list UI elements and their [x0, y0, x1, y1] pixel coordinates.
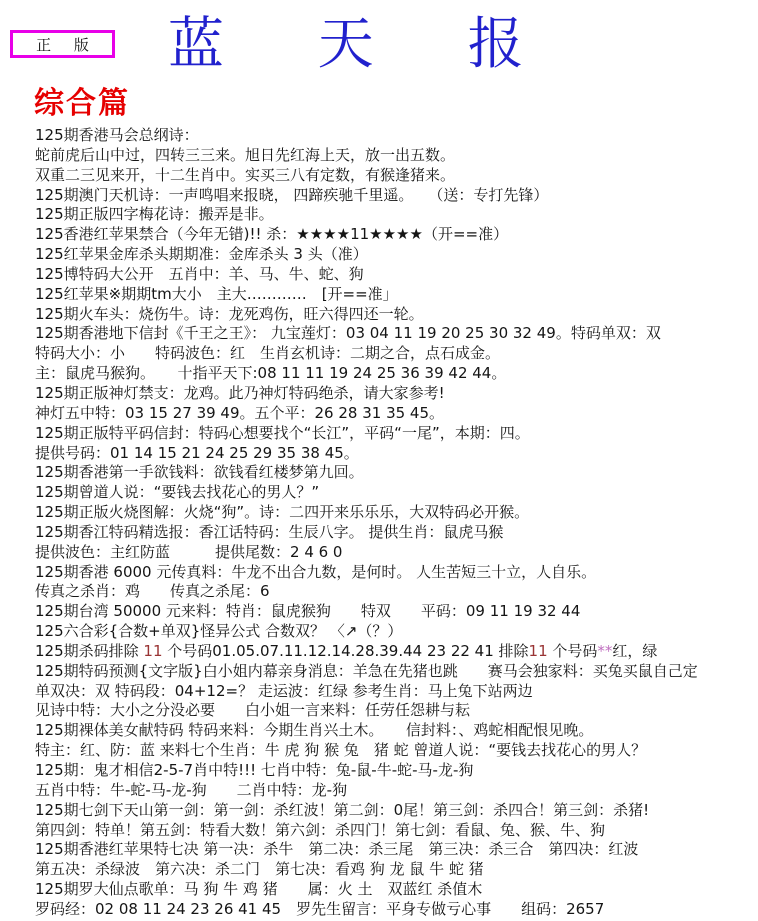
text-segment: 特码大小：小 特码波色：红 生肖玄机诗：二期之合，点石成金。 [35, 344, 501, 363]
text-line [35, 463, 758, 483]
text-segment: 红，绿 [612, 641, 658, 660]
text-segment: 蛇前虎后山中过，四转三三来。旭日先红海上天，放一出五数。 [35, 145, 456, 164]
text-line [35, 146, 758, 166]
text-segment: 主：鼠虎马猴狗。 十指平天下:08 11 11 19 24 25 36 39 42 44。 [35, 364, 507, 383]
text-segment: 第四剑：特单！第五剑：特看大数！第六剑：杀四门！第七剑：看鼠、兔、猴、牛、狗 [35, 820, 606, 839]
text-segment: 罗码经：02 08 11 24 23 26 41 45 罗先生留言：平身专做亏心事 组码：2657 [35, 899, 605, 918]
text-segment: 125期曾道人说：“要钱去找花心的男人？” [35, 483, 320, 502]
text-segment: 125期杀码排除 [35, 641, 144, 660]
text-segment: 125期香港马会总纲诗： [35, 126, 199, 144]
text-segment: 125六合彩{合数+单双}怪异公式 合数双？ 〈↗（？） [35, 622, 403, 641]
text-line [35, 741, 758, 761]
text-line [35, 543, 758, 563]
authentic-badge-label: 正 版 [36, 35, 98, 54]
text-line [35, 384, 758, 404]
text-line [35, 622, 758, 642]
text-segment: 125博特码大公开 五肖中：羊、马、牛、蛇、狗 [35, 264, 364, 283]
text-segment: 传真之杀肖：鸡 传真之杀尾：6 [35, 582, 270, 601]
text-line [35, 781, 758, 801]
text-line [35, 225, 758, 245]
text-segment: 五肖中特：牛-蛇-马-龙-狗 二肖中特：龙-狗 [35, 780, 348, 799]
text-segment: 见诗中特：大小之分没必要 白小姐一言来料：任劳任怨耕与耘 [35, 701, 471, 720]
authentic-badge [10, 30, 115, 58]
text-segment: 125期台湾 50000 元来料：特肖：鼠虎猴狗 特双 平码：09 11 19 32 44 [35, 602, 581, 621]
text-line [35, 186, 758, 206]
text-segment: 特主：红、防：蓝 来料七个生肖：牛 虎 狗 猴 兔 猪 蛇 曾道人说：“要钱去找花心的男人？ [35, 741, 647, 760]
text-line [35, 900, 758, 920]
text-line [35, 424, 758, 444]
text-segment: 第五决：杀绿波 第六决：杀二门 第七决：看鸡 狗 龙 鼠 牛 蛇 猪 [35, 860, 484, 879]
text-segment: 125期香港 6000 元传真料：牛龙不出合九数，是何时。 人生苦短三十立，人自乐。 [35, 562, 597, 581]
text-segment: 125期火车头：烧伤牛。诗：龙死鸡伤，旺六得四还一轮。 [35, 304, 424, 323]
text-segment: 125期香港第一手欲钱料：欲钱看红楼梦第九回。 [35, 463, 364, 482]
text-line [35, 662, 758, 682]
text-line [35, 761, 758, 781]
text-segment: 125红苹果金库杀头期期准：金库杀头 3 头（准） [35, 245, 368, 264]
text-line [35, 265, 758, 285]
text-line [35, 563, 758, 583]
text-segment: 125期正版四字梅花诗：搬弄是非。 [35, 205, 274, 224]
text-line [35, 245, 758, 265]
text-line [35, 642, 758, 662]
text-line [35, 721, 758, 741]
text-segment: 125期澳门天机诗：一声鸣唱来报晓， 四蹄疾驰千里遥。 （送：专打先锋） [35, 185, 549, 204]
text-line [35, 602, 758, 622]
text-line [35, 305, 758, 325]
text-line [35, 821, 758, 841]
text-segment: ** [597, 641, 613, 660]
text-line [35, 503, 758, 523]
text-line [35, 324, 758, 344]
content-lines [0, 126, 758, 920]
text-line [35, 344, 758, 364]
text-segment: 双重二三见来开，十二生肖中。实买三八有定数，有猴逢猪来。 [35, 165, 456, 184]
text-segment: 125期正版火烧图解：火烧“狗”。诗：二四开来乐乐乐，大双特码必开猴。 [35, 503, 530, 522]
text-line [35, 483, 758, 503]
text-line [35, 444, 758, 464]
text-segment: 125期正版特平码信封：特码心想要找个“长江”，平码“一尾”，本期：四。 [35, 423, 530, 442]
text-segment: 125期七剑下天山第一剑：第一剑：杀红波！第二剑：0尾！第三剑：杀四合！第三剑：杀猪! [35, 800, 650, 819]
text-line [35, 126, 758, 146]
text-segment: 125期裸体美女献特码 特码来料：今期生肖兴土木。 信封料：、鸡蛇相配恨见晚。 [35, 721, 594, 740]
text-segment: 单双决：双 特码段：04+12=？ 走运波：红绿 参考生肖：马上兔下站两边 [35, 681, 533, 700]
text-segment: 125期特码预测{文字版}白小姐内幕亲身消息：羊急在先猪也跳 赛马会独家料：买兔买鼠自己定 [35, 661, 698, 680]
text-line [35, 801, 758, 821]
text-segment: 125期香港地下信封《千王之王》： 九宝莲灯：03 04 11 19 20 25 30 32 49。特码单双：双 [35, 324, 661, 343]
text-line [35, 523, 758, 543]
text-line [35, 205, 758, 225]
text-segment: 11 [143, 641, 163, 660]
text-line [35, 701, 758, 721]
section-title: 综合篇 [34, 86, 130, 121]
text-line [35, 840, 758, 860]
text-segment: 125期罗大仙点歌单：马 狗 牛 鸡 猪 属：火 土 双蓝红 杀值木 [35, 880, 483, 899]
text-segment: 个号码01.05.07.11.12.14.28.39.44 23 22 41 排除 [162, 641, 529, 660]
text-segment: 125期香江特码精选报：香江话特码：生辰八字。 提供生肖：鼠虎马猴 [35, 522, 504, 541]
text-segment: 125期香港红苹果特七决 第一决：杀牛 第二决：杀三尾 第三决：杀三合 第四决：红波 [35, 840, 639, 859]
text-line [35, 285, 758, 305]
text-segment: 11 [528, 641, 548, 660]
text-segment: 个号码 [547, 641, 598, 660]
text-line [35, 364, 758, 384]
text-line [35, 682, 758, 702]
text-segment: 125香港红苹果禁合（今年无错)!! 杀：★★★★11★★★★（开==准） [35, 225, 509, 244]
text-line [35, 166, 758, 186]
text-line [35, 582, 758, 602]
text-segment: 提供号码：01 14 15 21 24 25 29 35 38 45。 [35, 443, 359, 462]
text-segment: 神灯五中特：03 15 27 39 49。五个平：26 28 31 35 45。 [35, 403, 445, 422]
text-segment: 125期：鬼才相信2-5-7肖中特!!! 七肖中特：兔-鼠-牛-蛇-马-龙-狗 [35, 761, 474, 779]
page-title: 蓝 天 报 [168, 12, 524, 77]
text-line [35, 860, 758, 880]
text-line [35, 880, 758, 900]
text-segment: 125红苹果※期期tm大小 主大………… [开==准」 [35, 284, 398, 303]
text-segment: 125期正版神灯禁支：龙鸡。此乃神灯特码绝杀，请大家参考! [35, 383, 445, 402]
text-segment: 提供波色：主红防蓝 提供尾数：2 4 6 0 [35, 542, 343, 561]
text-line [35, 404, 758, 424]
